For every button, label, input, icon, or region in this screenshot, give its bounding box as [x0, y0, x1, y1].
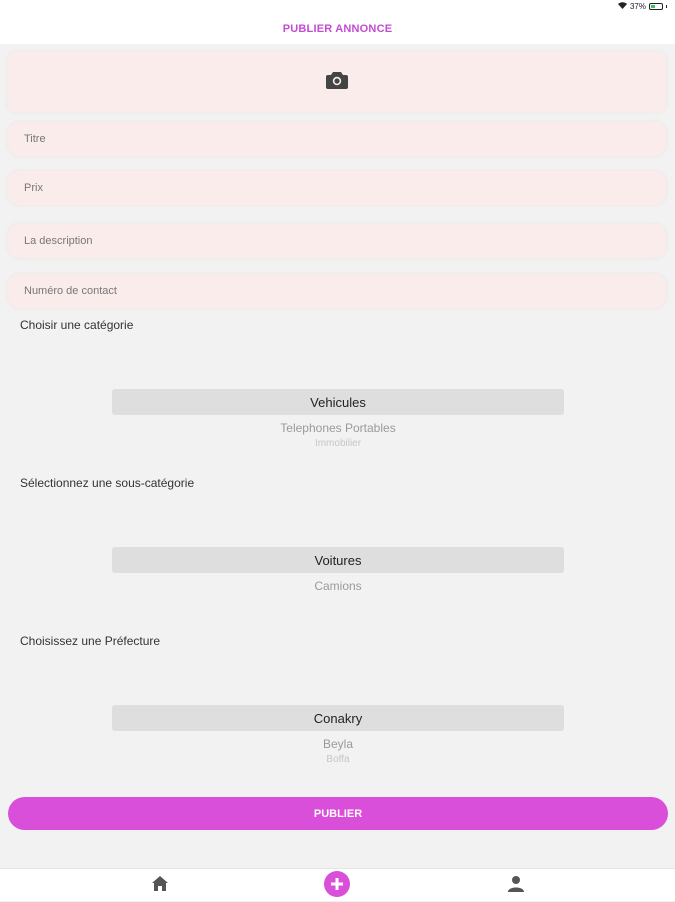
- description-field[interactable]: [8, 224, 666, 258]
- category-label: Choisir une catégorie: [20, 318, 134, 332]
- status-indicators: [618, 2, 667, 11]
- title-field[interactable]: [8, 122, 666, 156]
- price-placeholder: Prix: [24, 182, 43, 194]
- picker-selected-option[interactable]: Conakry: [112, 705, 564, 731]
- tab-profile[interactable]: [502, 873, 530, 899]
- prefecture-picker[interactable]: [112, 705, 564, 765]
- add-photo-button[interactable]: [8, 52, 666, 112]
- prefecture-label: Choisissez une Préfecture: [20, 634, 161, 648]
- picker-option[interactable]: Beyla: [322, 737, 354, 751]
- publish-button-label: PUBLIER: [313, 807, 363, 820]
- page-title: PUBLIER ANNONCE: [282, 23, 393, 35]
- picker-option[interactable]: Immobilier: [314, 438, 362, 449]
- wifi-icon: [618, 2, 627, 11]
- tab-home[interactable]: [146, 873, 174, 899]
- battery-icon: [649, 3, 663, 10]
- contact-field[interactable]: [8, 274, 666, 308]
- contact-placeholder: Numéro de contact: [24, 285, 117, 297]
- status-bar: [0, 0, 675, 14]
- subcategory-picker[interactable]: [112, 547, 564, 593]
- price-field[interactable]: [8, 171, 666, 205]
- picker-option[interactable]: Camions: [314, 579, 362, 593]
- tab-add[interactable]: [323, 873, 351, 899]
- subcategory-label: Sélectionnez une sous-catégorie: [20, 476, 195, 490]
- tab-bar: [0, 868, 675, 901]
- home-icon: [151, 875, 169, 897]
- battery-percent: 37%: [629, 2, 646, 11]
- camera-icon: [326, 71, 348, 94]
- picker-selected-option[interactable]: Voitures: [112, 547, 564, 573]
- picker-option[interactable]: Boffa: [326, 754, 350, 765]
- picker-option[interactable]: Telephones Portables: [280, 421, 396, 435]
- app-header: [0, 14, 675, 44]
- user-icon: [507, 875, 525, 898]
- picker-selected-option[interactable]: Vehicules: [112, 389, 564, 415]
- description-placeholder: La description: [24, 235, 93, 247]
- plus-circle-icon: [324, 871, 350, 902]
- category-picker[interactable]: [112, 389, 564, 449]
- publish-button[interactable]: [8, 797, 668, 830]
- title-placeholder: Titre: [24, 133, 46, 145]
